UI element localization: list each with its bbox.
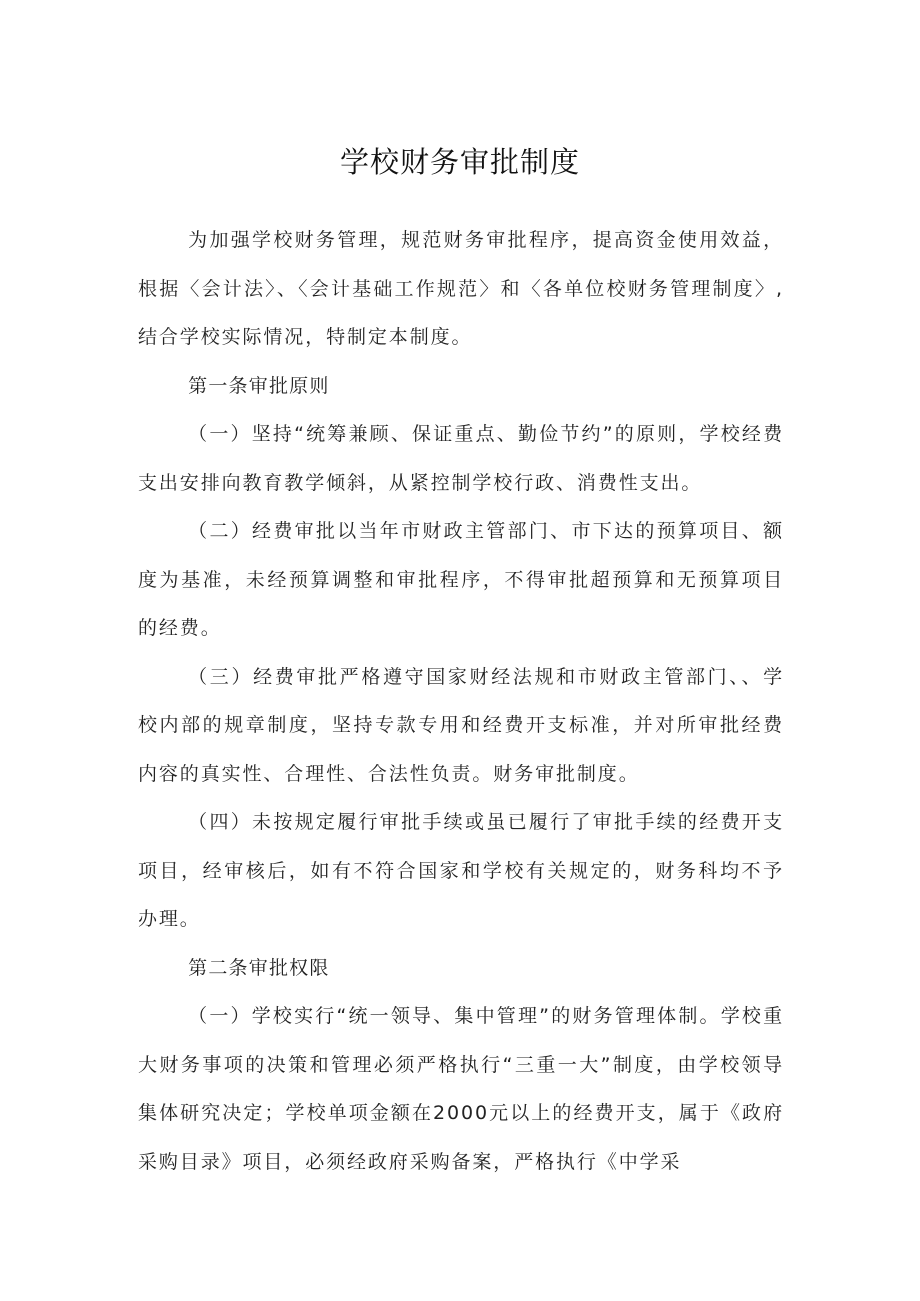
intro-paragraph: 为加强学校财务管理，规范财务审批程序，提高资金使用效益，根据〈会计法〉、〈会计基础工作规范〉和〈各单位校财务管理制度〉,结合学校实际情况，特制定本制度。 <box>138 229 784 348</box>
article-1-item-4: （四）未按规定履行审批手续或虽已履行了审批手续的经费开支项目，经审核后，如有不符合国家和学校有关规定的，财务科均不予办理。 <box>138 811 784 930</box>
article-1-item-1: （一）坚持“统筹兼顾、保证重点、勤俭节约”的原则，学校经费支出安排向教育教学倾斜，从紧控制学校行政、消费性支出。 <box>138 423 784 494</box>
article-1-heading: 第一条审批原则 <box>188 374 330 397</box>
article-2-item-1: （一）学校实行“统一领导、集中管理”的财务管理体制。学校重大财务事项的决策和管理必须严格执行“三重一大”制度，由学校领导集体研究决定；学校单项金额在2000元以上的经费开支，属于《政府采购目录》项目，必须经政府采购备案，严格执行《中学采 <box>138 1005 784 1173</box>
article-1-item-3: （三）经费审批严格遵守国家财经法规和市财政主管部门、、学校内部的规章制度，坚持专款专用和经费开支标准，并对所审批经费内容的真实性、合理性、合法性负责。财务审批制度。 <box>138 665 784 785</box>
document-title: 学校财务审批制度 <box>339 145 580 179</box>
document-body <box>138 216 784 1186</box>
article-2-heading: 第二条审批权限 <box>188 956 330 979</box>
article-1-item-2: （二）经费审批以当年市财政主管部门、市下达的预算项目、额度为基准，未经预算调整和审批程序，不得审批超预算和无预算项目的经费。 <box>138 520 784 639</box>
